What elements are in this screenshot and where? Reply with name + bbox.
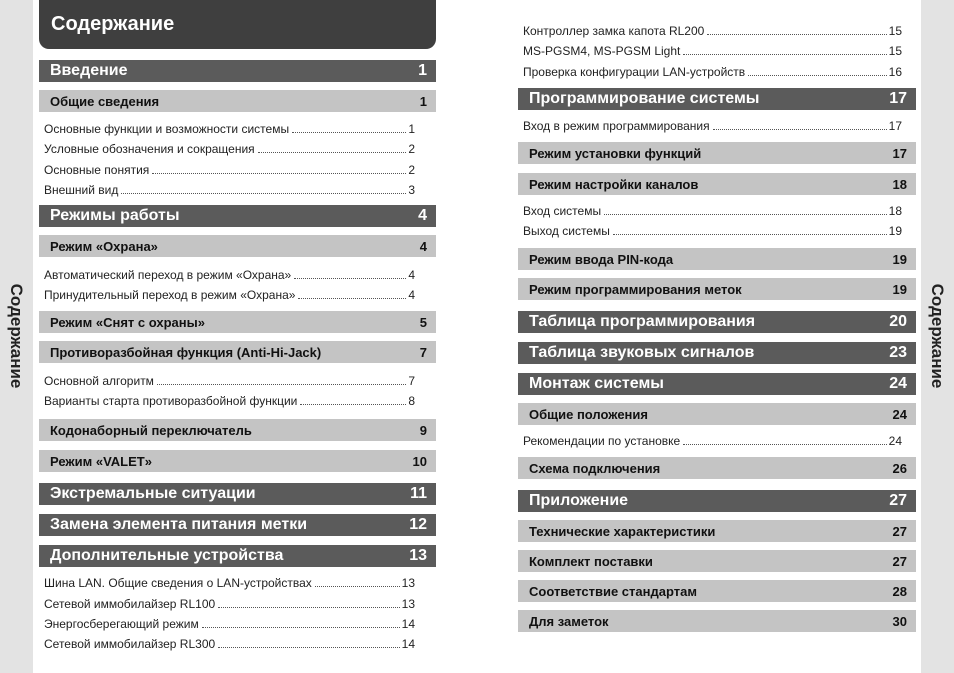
dot-leader	[604, 214, 887, 215]
section-page: 1	[418, 62, 427, 79]
toc-entry[interactable]	[44, 374, 415, 388]
toc-subsection-header[interactable]	[518, 520, 916, 542]
dot-leader	[202, 627, 400, 628]
toc-entry[interactable]	[44, 268, 415, 282]
section-page: 13	[409, 547, 427, 564]
toc-subsection-header[interactable]	[39, 311, 436, 333]
dot-leader	[683, 54, 886, 55]
section-page: 19	[892, 281, 907, 297]
dot-leader	[613, 234, 887, 235]
toc-subsection-header[interactable]	[39, 235, 436, 257]
section-page: 27	[889, 492, 907, 509]
section-title: Режим настройки каналов	[529, 176, 699, 192]
toc-entry-title: Вход системы	[523, 204, 602, 218]
toc-entry-title: Принудительный переход в режим «Охрана»	[44, 288, 296, 302]
toc-entry-page: 13	[401, 576, 415, 590]
dot-leader	[298, 298, 406, 299]
toc-entry-page: 15	[888, 44, 902, 58]
toc-entry-title: Внешний вид	[44, 183, 119, 197]
left-side-tab	[0, 0, 33, 673]
section-page: 27	[892, 553, 907, 569]
section-page: 24	[892, 406, 907, 422]
toc-entry-title: Энергосберегающий режим	[44, 617, 199, 631]
toc-entry-title: Шина LAN. Общие сведения о LAN-устройствах	[44, 576, 312, 590]
section-title: Приложение	[529, 492, 629, 509]
section-page: 19	[892, 251, 907, 267]
dot-leader	[218, 647, 399, 648]
section-title: Режимы работы	[50, 207, 180, 224]
toc-entry-title: Контроллер замка капота RL200	[523, 24, 705, 38]
toc-entry-page: 15	[888, 24, 902, 38]
toc-section-header[interactable]	[39, 205, 436, 227]
side-label-left: Содержание	[7, 283, 26, 389]
toc-entry[interactable]	[44, 576, 415, 590]
toc-entry[interactable]	[44, 288, 415, 302]
toc-entry-page: 13	[401, 597, 415, 611]
section-page: 17	[889, 90, 907, 107]
toc-entry-title: Условные обозначения и сокращения	[44, 142, 255, 156]
toc-subsection-header[interactable]	[518, 248, 916, 270]
section-page: 24	[889, 375, 907, 392]
toc-entry-page: 3	[408, 183, 415, 197]
section-title: Дополнительные устройства	[50, 547, 284, 564]
toc-entry-page: 24	[888, 434, 902, 448]
toc-entry-page: 4	[408, 268, 415, 282]
toc-entry[interactable]	[44, 637, 415, 651]
toc-section-header[interactable]	[518, 311, 916, 333]
section-title: Режим установки функций	[529, 145, 702, 161]
section-title: Соответствие стандартам	[529, 583, 697, 599]
section-page: 11	[410, 485, 427, 502]
toc-entry-title: Основной алгоритм	[44, 374, 154, 388]
toc-subsection-header[interactable]	[518, 610, 916, 632]
toc-entry[interactable]	[44, 597, 415, 611]
section-title: Для заметок	[529, 613, 609, 629]
toc-entry[interactable]	[523, 224, 902, 238]
dot-leader	[157, 384, 406, 385]
toc-entry-title: Вход в режим программирования	[523, 119, 710, 133]
toc-entry[interactable]	[44, 394, 415, 408]
toc-subsection-header[interactable]	[518, 278, 916, 300]
section-title: Монтаж системы	[529, 375, 664, 392]
toc-entry-page: 2	[408, 142, 415, 156]
toc-entry[interactable]	[44, 163, 415, 177]
section-page: 1	[419, 93, 427, 109]
toc-entry[interactable]	[523, 65, 902, 79]
toc-section-header[interactable]	[39, 60, 436, 82]
section-page: 20	[889, 313, 907, 330]
dot-leader	[121, 193, 406, 194]
section-page: 4	[418, 207, 427, 224]
right-side-tab	[921, 0, 954, 673]
toc-entry[interactable]	[44, 183, 415, 197]
toc-entry-page: 16	[888, 65, 902, 79]
section-page: 26	[892, 460, 907, 476]
section-title: Схема подключения	[529, 460, 661, 476]
page-title: Содержание	[39, 0, 436, 49]
dot-leader	[218, 607, 399, 608]
section-title: Программирование системы	[529, 90, 760, 107]
dot-leader	[683, 444, 886, 445]
toc-entry-page: 17	[888, 119, 902, 133]
dot-leader	[292, 132, 406, 133]
toc-entry-page: 2	[408, 163, 415, 177]
section-title: Кодонаборный переключатель	[50, 422, 252, 438]
section-title: Технические характеристики	[529, 523, 716, 539]
section-title: Общие сведения	[50, 93, 160, 109]
section-page: 28	[892, 583, 907, 599]
section-page: 4	[419, 238, 427, 254]
section-title: Таблица программирования	[529, 313, 756, 330]
section-page: 18	[892, 176, 907, 192]
side-label-right: Содержание	[928, 283, 947, 389]
toc-entry-title: Выход системы	[523, 224, 610, 238]
dot-leader	[258, 152, 407, 153]
dot-leader	[315, 586, 400, 587]
toc-entry[interactable]	[523, 204, 902, 218]
dot-leader	[294, 278, 406, 279]
toc-entry[interactable]	[523, 44, 902, 58]
toc-entry-title: Автоматический переход в режим «Охрана»	[44, 268, 292, 282]
toc-entry-title: Сетевой иммобилайзер RL300	[44, 637, 216, 651]
section-page: 5	[419, 314, 427, 330]
toc-entry-title: Рекомендации по установке	[523, 434, 681, 448]
toc-subsection-header[interactable]	[518, 403, 916, 425]
dot-leader	[748, 75, 886, 76]
section-page: 10	[412, 453, 427, 469]
toc-section-header[interactable]	[518, 342, 916, 364]
section-page: 30	[892, 613, 907, 629]
toc-entry-page: 14	[401, 617, 415, 631]
section-title: Таблица звуковых сигналов	[529, 344, 755, 361]
dot-leader	[707, 34, 886, 35]
section-page: 9	[419, 422, 427, 438]
section-title: Экстремальные ситуации	[50, 485, 256, 502]
toc-subsection-header[interactable]	[39, 90, 436, 112]
toc-entry-page: 19	[888, 224, 902, 238]
toc-entry[interactable]	[44, 122, 415, 136]
toc-subsection-header[interactable]	[39, 419, 436, 441]
section-title: Режим программирования меток	[529, 281, 742, 297]
section-page: 17	[892, 145, 907, 161]
section-title: Режим ввода PIN-кода	[529, 251, 674, 267]
section-title: Введение	[50, 62, 128, 79]
section-page: 23	[889, 344, 907, 361]
toc-entry-title: Сетевой иммобилайзер RL100	[44, 597, 216, 611]
toc-subsection-header[interactable]	[518, 580, 916, 602]
toc-entry-page: 1	[408, 122, 415, 136]
toc-subsection-header[interactable]	[518, 457, 916, 479]
toc-subsection-header[interactable]	[518, 142, 916, 164]
dot-leader	[300, 404, 406, 405]
toc-section-header[interactable]	[39, 545, 436, 567]
dot-leader	[152, 173, 406, 174]
toc-entry[interactable]	[523, 119, 902, 133]
section-title: Режим «Снят с охраны»	[50, 314, 205, 330]
section-title: Комплект поставки	[529, 553, 653, 569]
toc-section-header[interactable]	[518, 490, 916, 512]
section-page: 7	[419, 344, 427, 360]
toc-entry-title: Основные функции и возможности системы	[44, 122, 290, 136]
toc-entry-title: Проверка конфигурации LAN-устройств	[523, 65, 746, 79]
toc-entry[interactable]	[44, 142, 415, 156]
toc-subsection-header[interactable]	[39, 450, 436, 472]
toc-subsection-header[interactable]	[39, 341, 436, 363]
toc-entry[interactable]	[44, 617, 415, 631]
section-title: Режим «VALET»	[50, 453, 152, 469]
toc-entry-title: MS-PGSM4, MS-PGSM Light	[523, 44, 681, 58]
section-page: 12	[409, 516, 427, 533]
toc-entry-page: 14	[401, 637, 415, 651]
toc-section-header[interactable]	[39, 483, 436, 505]
toc-section-header[interactable]	[518, 373, 916, 395]
section-title: Общие положения	[529, 406, 648, 422]
section-title: Противоразбойная функция (Anti-Hi-Jack)	[50, 344, 322, 360]
toc-entry[interactable]	[523, 434, 902, 448]
toc-entry-page: 8	[408, 394, 415, 408]
toc-entry-page: 18	[888, 204, 902, 218]
dot-leader	[713, 129, 887, 130]
section-title: Замена элемента питания метки	[50, 516, 308, 533]
toc-section-header[interactable]	[39, 514, 436, 536]
toc-subsection-header[interactable]	[518, 550, 916, 572]
toc-entry-page: 4	[408, 288, 415, 302]
toc-section-header[interactable]	[518, 88, 916, 110]
toc-entry-page: 7	[408, 374, 415, 388]
toc-entry[interactable]	[523, 24, 902, 38]
toc-subsection-header[interactable]	[518, 173, 916, 195]
toc-entry-title: Варианты старта противоразбойной функции	[44, 394, 298, 408]
section-page: 27	[892, 523, 907, 539]
section-title: Режим «Охрана»	[50, 238, 158, 254]
toc-entry-title: Основные понятия	[44, 163, 150, 177]
